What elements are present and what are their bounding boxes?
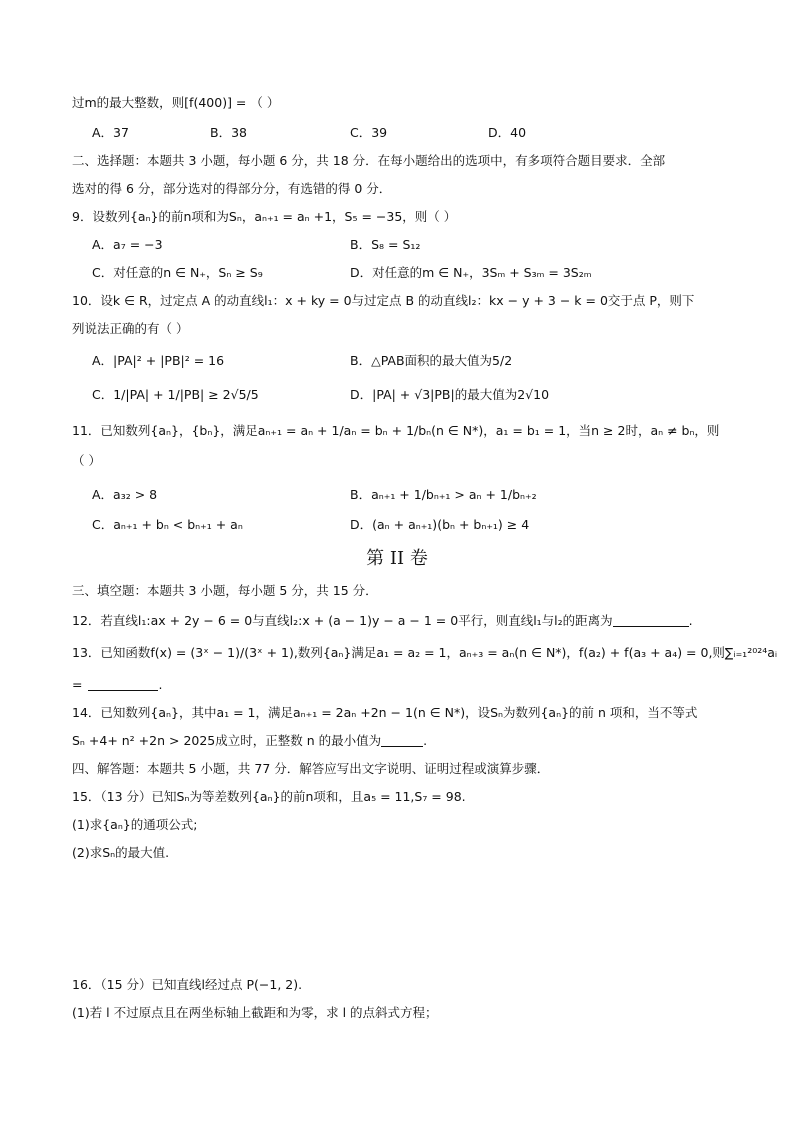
q13-line1: 13．已知函数f(x) = (3ˣ − 1)/(3ˣ + 1),数列{aₙ}满足a₁ = a₂ = 1，aₙ₊₃ = aₙ(n ∈ N*)，f(a₂) + f(a₃ + a₄) = 0,则∑ᵢ₌₁²⁰²⁴aᵢ xyxy=(72,645,778,660)
section2-line1: 二、选择题：本题共 3 小题，每小题 6 分，共 18 分．在每小题给出的选项中，有多项符合题目要求．全部 xyxy=(72,153,666,168)
q11-option-b: B．aₙ₊₁ + 1/bₙ₊₁ > aₙ + 1/bₙ₊₂ xyxy=(350,487,537,502)
q10-option-a: A．|PA|² + |PB|² = 16 xyxy=(92,353,225,368)
q9-options-row2 xyxy=(0,264,794,286)
q8-option-d: D．40 xyxy=(488,125,527,140)
q14-line2 xyxy=(72,732,724,750)
q16-part1: (1)若 l 不过原点且在两坐标轴上截距和为零，求 l 的点斜式方程； xyxy=(72,1005,438,1020)
q12-text: 12．若直线l₁:ax + 2y − 6 = 0与直线l₂:x + (a − 1)y − a − 1 = 0平行，则直线l₁与l₂的距离为 xyxy=(72,613,613,628)
q9-option-b: B．S₈ = S₁₂ xyxy=(350,237,421,252)
section4-title: 四、解答题：本题共 5 小题，共 77 分．解答应写出文字说明、证明过程或演算步骤． xyxy=(72,761,550,776)
q12-answer-blank[interactable] xyxy=(613,614,689,627)
q8-option-b: B．38 xyxy=(210,125,247,140)
q8-option-c: C．39 xyxy=(350,125,388,140)
q11-options-row1 xyxy=(0,486,794,508)
q13-end: . xyxy=(158,677,163,692)
q11-options-row2 xyxy=(0,516,794,538)
q14-line2-text: Sₙ +4+ n² +2n > 2025成立时，正整数 n 的最小值为 xyxy=(72,733,382,748)
q15-part2: (2)求Sₙ的最大值. xyxy=(72,845,170,860)
q10-options-row2 xyxy=(0,386,794,408)
q13-line2-prefix: = xyxy=(72,677,83,692)
q9-options-row1 xyxy=(0,236,794,258)
part2-title: 第 II 卷 xyxy=(366,548,428,569)
q14-answer-blank[interactable] xyxy=(381,734,423,747)
q10-options-row1 xyxy=(0,352,794,374)
q11-option-d: D．(aₙ + aₙ₊₁)(bₙ + bₙ₊₁) ≥ 4 xyxy=(350,517,530,532)
q16-stem: 16．（15 分）已知直线l经过点 P(−1, 2). xyxy=(72,977,303,992)
q10-option-b: B．△PAB面积的最大值为5/2 xyxy=(350,353,513,368)
q10-option-d: D．|PA| + √3|PB|的最大值为2√10 xyxy=(350,387,550,402)
q15-part1: (1)求{aₙ}的通项公式; xyxy=(72,817,198,832)
q13-answer-blank[interactable] xyxy=(88,678,158,691)
q11-option-a: A．a₃₂ > 8 xyxy=(92,487,158,502)
q15-stem: 15．（13 分）已知Sₙ为等差数列{aₙ}的前n项和，且a₅ = 11,S₇ = 98. xyxy=(72,789,466,804)
q11-option-c: C．aₙ₊₁ + bₙ < bₙ₊₁ + aₙ xyxy=(92,517,243,532)
q13-line2 xyxy=(72,676,724,694)
q9-stem: 9．设数列{aₙ}的前n项和为Sₙ，aₙ₊₁ = aₙ +1，S₅ = −35，则（ ） xyxy=(72,209,457,224)
section2-line2: 选对的得 6 分，部分选对的得部分分，有选错的得 0 分． xyxy=(72,181,392,196)
q11-stem-line2: （ ） xyxy=(72,453,101,468)
q8-option-a: A．37 xyxy=(92,125,129,140)
q8-stem-end: 过m的最大整数，则[f(400)] = （ ） xyxy=(72,95,280,110)
q11-stem-line1: 11．已知数列{aₙ}，{bₙ}，满足aₙ₊₁ = aₙ + 1/aₙ = bₙ + 1/bₙ(n ∈ N*)，a₁ = b₁ = 1，当n ≥ 2时，aₙ ≠ bₙ，则 xyxy=(72,423,720,438)
q9-option-c: C．对任意的n ∈ N₊，Sₙ ≥ S₉ xyxy=(92,265,263,280)
q10-stem-line1: 10．设k ∈ R，过定点 A 的动直线l₁：x + ky = 0与过定点 B 的动直线l₂：kx − y + 3 − k = 0交于点 P，则下 xyxy=(72,293,695,308)
q9-option-d: D．对任意的m ∈ N₊，3Sₘ + S₃ₘ = 3S₂ₘ xyxy=(350,265,592,280)
q10-stem-line2: 列说法正确的有（ ） xyxy=(72,321,189,336)
q8-options xyxy=(0,124,794,146)
q12-line xyxy=(72,612,724,630)
q12-end: . xyxy=(688,613,693,628)
q14-end: . xyxy=(423,733,428,748)
q9-option-a: A．a₇ = −3 xyxy=(92,237,163,252)
q10-option-c: C．1/|PA| + 1/|PB| ≥ 2√5/5 xyxy=(92,387,259,402)
q14-line1: 14．已知数列{aₙ}，其中a₁ = 1，满足aₙ₊₁ = 2aₙ +2n − 1(n ∈ N*)，设Sₙ为数列{aₙ}的前 n 项和，当不等式 xyxy=(72,705,698,720)
section3-title: 三、填空题：本题共 3 小题，每小题 5 分，共 15 分． xyxy=(72,583,378,598)
